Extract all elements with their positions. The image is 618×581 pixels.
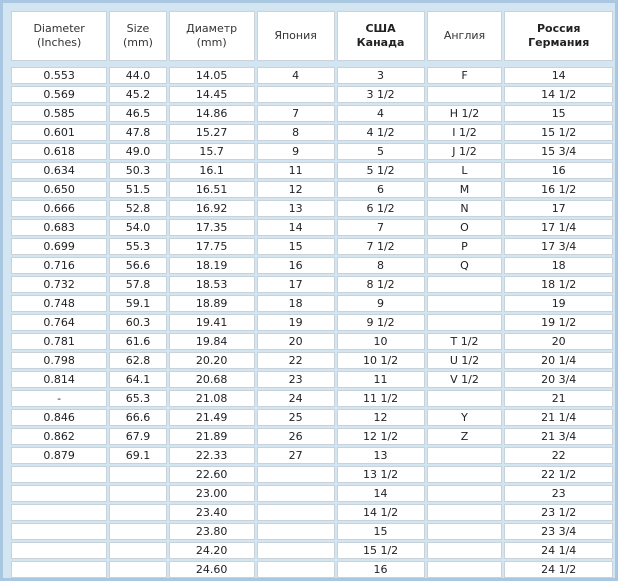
table-cell: M <box>427 181 503 198</box>
table-cell: 20.20 <box>169 352 255 369</box>
table-cell: 23 3/4 <box>504 523 613 540</box>
table-cell: 0.862 <box>11 428 107 445</box>
table-cell <box>109 561 166 578</box>
table-cell: 66.6 <box>109 409 166 426</box>
header-japan <box>257 11 335 61</box>
table-cell: 18 1/2 <box>504 276 613 293</box>
table-row <box>11 523 613 540</box>
table-cell: 12 <box>337 409 425 426</box>
table-row <box>11 181 613 198</box>
table-cell: 7 <box>257 105 335 122</box>
table-cell: 67.9 <box>109 428 166 445</box>
table-cell: 5 1/2 <box>337 162 425 179</box>
table-row <box>11 67 613 84</box>
table-cell: 14 <box>257 219 335 236</box>
table-row <box>11 561 613 578</box>
table-cell <box>257 561 335 578</box>
table-cell: F <box>427 67 503 84</box>
table-cell: H 1/2 <box>427 105 503 122</box>
table-cell: 14.45 <box>169 86 255 103</box>
gap-cell <box>109 63 166 65</box>
ring-size-table <box>9 9 615 580</box>
table-cell: 18.19 <box>169 257 255 274</box>
table-cell: 51.5 <box>109 181 166 198</box>
table-cell: 3 1/2 <box>337 86 425 103</box>
table-cell: - <box>11 390 107 407</box>
table-cell: 22.60 <box>169 466 255 483</box>
table-cell: 12 1/2 <box>337 428 425 445</box>
table-cell: 8 <box>257 124 335 141</box>
table-cell: 16 <box>504 162 613 179</box>
table-cell: 55.3 <box>109 238 166 255</box>
table-cell: 0.764 <box>11 314 107 331</box>
header-text-line: Канада <box>356 36 405 49</box>
table-cell: 15 <box>504 105 613 122</box>
gap-cell <box>337 63 425 65</box>
table-cell: 0.634 <box>11 162 107 179</box>
gap-cell <box>11 63 107 65</box>
table-cell: J 1/2 <box>427 143 503 160</box>
table-cell <box>427 561 503 578</box>
table-cell: 3 <box>337 67 425 84</box>
table-cell: 16.51 <box>169 181 255 198</box>
table-cell: 6 <box>337 181 425 198</box>
table-cell: 10 1/2 <box>337 352 425 369</box>
table-cell: U 1/2 <box>427 352 503 369</box>
table-cell: 9 <box>257 143 335 160</box>
table-cell: 17 1/4 <box>504 219 613 236</box>
table-cell: O <box>427 219 503 236</box>
table-cell: 7 1/2 <box>337 238 425 255</box>
table-cell: 16 <box>337 561 425 578</box>
table-cell: 15 <box>337 523 425 540</box>
table-cell: 10 <box>337 333 425 350</box>
table-cell: 18 <box>257 295 335 312</box>
table-cell: 4 <box>337 105 425 122</box>
table-cell: 14 1/2 <box>504 86 613 103</box>
table-cell: 23.40 <box>169 504 255 521</box>
table-row <box>11 143 613 160</box>
table-cell: 21 1/4 <box>504 409 613 426</box>
table-cell: 8 <box>337 257 425 274</box>
header-text-line: Япония <box>274 29 317 42</box>
table-cell: 47.8 <box>109 124 166 141</box>
table-cell: 7 <box>337 219 425 236</box>
table-cell: 17 <box>257 276 335 293</box>
header-text-line: (mm) <box>122 36 153 49</box>
header-england <box>427 11 503 61</box>
table-cell <box>11 523 107 540</box>
table-row <box>11 447 613 464</box>
table-cell <box>427 86 503 103</box>
table-cell <box>427 295 503 312</box>
table-cell: 15.7 <box>169 143 255 160</box>
table-row <box>11 162 613 179</box>
table-cell: 27 <box>257 447 335 464</box>
table-row <box>11 124 613 141</box>
header-text-line: Россия <box>536 22 581 35</box>
table-row <box>11 485 613 502</box>
table-cell: 16 1/2 <box>504 181 613 198</box>
table-cell: Y <box>427 409 503 426</box>
table-cell: 15 <box>257 238 335 255</box>
table-cell <box>427 523 503 540</box>
table-cell: 4 <box>257 67 335 84</box>
table-cell <box>11 485 107 502</box>
header-diameter-mm-ru <box>169 11 255 61</box>
table-cell: 62.8 <box>109 352 166 369</box>
table-cell <box>109 523 166 540</box>
table-cell: 20 <box>504 333 613 350</box>
table-row <box>11 295 613 312</box>
header-row <box>11 11 613 61</box>
header-russia-germany <box>504 11 613 61</box>
header-text-line: США <box>365 22 396 35</box>
table-cell: 0.716 <box>11 257 107 274</box>
table-cell <box>427 485 503 502</box>
gap-cell <box>427 63 503 65</box>
table-cell: 16 <box>257 257 335 274</box>
table-cell: 0.699 <box>11 238 107 255</box>
table-cell: 19.84 <box>169 333 255 350</box>
table-cell <box>427 542 503 559</box>
table-cell <box>257 485 335 502</box>
table-cell: 9 <box>337 295 425 312</box>
table-row <box>11 219 613 236</box>
table-cell: 20.68 <box>169 371 255 388</box>
table-cell: 69.1 <box>109 447 166 464</box>
table-cell: 49.0 <box>109 143 166 160</box>
table-cell <box>427 447 503 464</box>
table-cell <box>257 466 335 483</box>
table-cell: 0.553 <box>11 67 107 84</box>
header-gap <box>11 63 613 65</box>
table-cell <box>109 485 166 502</box>
table-cell: 65.3 <box>109 390 166 407</box>
table-row <box>11 409 613 426</box>
table-cell: I 1/2 <box>427 124 503 141</box>
table-cell: V 1/2 <box>427 371 503 388</box>
table-cell: 19.41 <box>169 314 255 331</box>
table-cell <box>257 523 335 540</box>
table-cell: 23 <box>257 371 335 388</box>
table-row <box>11 105 613 122</box>
table-cell: Z <box>427 428 503 445</box>
table-cell: 0.846 <box>11 409 107 426</box>
table-cell: 0.798 <box>11 352 107 369</box>
table-cell: 20 1/4 <box>504 352 613 369</box>
table-cell: 0.781 <box>11 333 107 350</box>
table-cell: 16.92 <box>169 200 255 217</box>
table-cell: 23 1/2 <box>504 504 613 521</box>
table-cell: 14 1/2 <box>337 504 425 521</box>
table-cell: L <box>427 162 503 179</box>
table-cell: 15 1/2 <box>337 542 425 559</box>
table-cell: 24.60 <box>169 561 255 578</box>
table-cell: 22 1/2 <box>504 466 613 483</box>
table-cell: 0.585 <box>11 105 107 122</box>
table-cell: 24 <box>257 390 335 407</box>
table-cell: 26 <box>257 428 335 445</box>
table-cell: 15 3/4 <box>504 143 613 160</box>
table-row <box>11 428 613 445</box>
table-cell: 24.20 <box>169 542 255 559</box>
table-cell: 22 <box>257 352 335 369</box>
table-cell: 16.1 <box>169 162 255 179</box>
table-row <box>11 314 613 331</box>
table-cell: 57.8 <box>109 276 166 293</box>
gap-cell <box>504 63 613 65</box>
table-cell: 0.814 <box>11 371 107 388</box>
header-text-line: (Inches) <box>36 36 82 49</box>
table-cell <box>109 504 166 521</box>
table-cell <box>257 504 335 521</box>
table-cell <box>257 542 335 559</box>
header-usa-canada <box>337 11 425 61</box>
table-cell: 25 <box>257 409 335 426</box>
table-cell: 52.8 <box>109 200 166 217</box>
table-cell: 14 <box>504 67 613 84</box>
table-cell: 0.601 <box>11 124 107 141</box>
table-row <box>11 352 613 369</box>
table-cell: 20 3/4 <box>504 371 613 388</box>
table-cell <box>11 466 107 483</box>
table-cell: 21.08 <box>169 390 255 407</box>
table-cell: 19 1/2 <box>504 314 613 331</box>
table-cell: 17.35 <box>169 219 255 236</box>
table-cell: 0.683 <box>11 219 107 236</box>
table-cell: 0.748 <box>11 295 107 312</box>
table-cell <box>11 542 107 559</box>
table-header <box>11 11 613 65</box>
table-cell <box>109 542 166 559</box>
table-row <box>11 257 613 274</box>
table-cell: 22 <box>504 447 613 464</box>
table-cell: 22.33 <box>169 447 255 464</box>
table-row <box>11 200 613 217</box>
table-cell: N <box>427 200 503 217</box>
table-cell: 11 <box>257 162 335 179</box>
table-cell: 24 1/2 <box>504 561 613 578</box>
table-cell: 13 <box>337 447 425 464</box>
header-text-line: Англия <box>443 29 486 42</box>
table-cell: 23 <box>504 485 613 502</box>
header-diameter-inches <box>11 11 107 61</box>
table-cell: 8 1/2 <box>337 276 425 293</box>
gap-cell <box>257 63 335 65</box>
table-cell: 50.3 <box>109 162 166 179</box>
table-cell: 64.1 <box>109 371 166 388</box>
table-row <box>11 371 613 388</box>
table-cell: 54.0 <box>109 219 166 236</box>
table-cell: 19 <box>257 314 335 331</box>
table-cell: 0.569 <box>11 86 107 103</box>
table-cell: 18.53 <box>169 276 255 293</box>
table-cell: 15.27 <box>169 124 255 141</box>
table-cell: 17.75 <box>169 238 255 255</box>
table-cell: 0.879 <box>11 447 107 464</box>
table-cell: 17 3/4 <box>504 238 613 255</box>
table-cell <box>109 466 166 483</box>
table-cell: 0.732 <box>11 276 107 293</box>
table-cell: 60.3 <box>109 314 166 331</box>
table-cell: 6 1/2 <box>337 200 425 217</box>
table-cell <box>257 86 335 103</box>
table-cell: 19 <box>504 295 613 312</box>
table-body <box>11 67 613 578</box>
table-cell <box>427 466 503 483</box>
table-cell: 9 1/2 <box>337 314 425 331</box>
header-text-line: Size <box>126 22 150 35</box>
table-row <box>11 466 613 483</box>
table-row <box>11 504 613 521</box>
table-cell: 11 1/2 <box>337 390 425 407</box>
table-cell: 0.666 <box>11 200 107 217</box>
table-row <box>11 333 613 350</box>
table-cell <box>427 390 503 407</box>
table-cell: 61.6 <box>109 333 166 350</box>
table-cell <box>11 561 107 578</box>
table-cell <box>427 314 503 331</box>
table-row <box>11 276 613 293</box>
table-cell: 0.650 <box>11 181 107 198</box>
table-cell: 14.86 <box>169 105 255 122</box>
table-cell: 56.6 <box>109 257 166 274</box>
table-row <box>11 86 613 103</box>
table-cell: 21 3/4 <box>504 428 613 445</box>
table-cell: 45.2 <box>109 86 166 103</box>
table-cell: Q <box>427 257 503 274</box>
table-cell: T 1/2 <box>427 333 503 350</box>
header-text-line: (mm) <box>196 36 227 49</box>
table-cell: 46.5 <box>109 105 166 122</box>
table-cell: 59.1 <box>109 295 166 312</box>
table-row <box>11 542 613 559</box>
header-text-line: Германия <box>528 36 590 49</box>
table-cell: 14.05 <box>169 67 255 84</box>
table-cell: 18 <box>504 257 613 274</box>
table-cell: 18.89 <box>169 295 255 312</box>
table-cell: 20 <box>257 333 335 350</box>
table-cell: 23.80 <box>169 523 255 540</box>
table-cell: 0.618 <box>11 143 107 160</box>
table-cell: 12 <box>257 181 335 198</box>
table-cell: 21 <box>504 390 613 407</box>
table-cell <box>11 504 107 521</box>
header-text-line: Диаметр <box>186 22 238 35</box>
table-cell: 24 1/4 <box>504 542 613 559</box>
table-row <box>11 390 613 407</box>
table-cell: 23.00 <box>169 485 255 502</box>
table-cell: 21.49 <box>169 409 255 426</box>
table-cell: 15 1/2 <box>504 124 613 141</box>
table-cell: 21.89 <box>169 428 255 445</box>
header-text-line: Diameter <box>33 22 85 35</box>
table-cell: 44.0 <box>109 67 166 84</box>
header-size-mm <box>109 11 166 61</box>
table-cell: 4 1/2 <box>337 124 425 141</box>
table-cell: 13 <box>257 200 335 217</box>
table-cell <box>427 276 503 293</box>
table-cell: 5 <box>337 143 425 160</box>
table-cell: 13 1/2 <box>337 466 425 483</box>
gap-cell <box>169 63 255 65</box>
table-cell: 17 <box>504 200 613 217</box>
table-cell: P <box>427 238 503 255</box>
table-cell: 11 <box>337 371 425 388</box>
table-row <box>11 238 613 255</box>
table-cell <box>427 504 503 521</box>
table-cell: 14 <box>337 485 425 502</box>
